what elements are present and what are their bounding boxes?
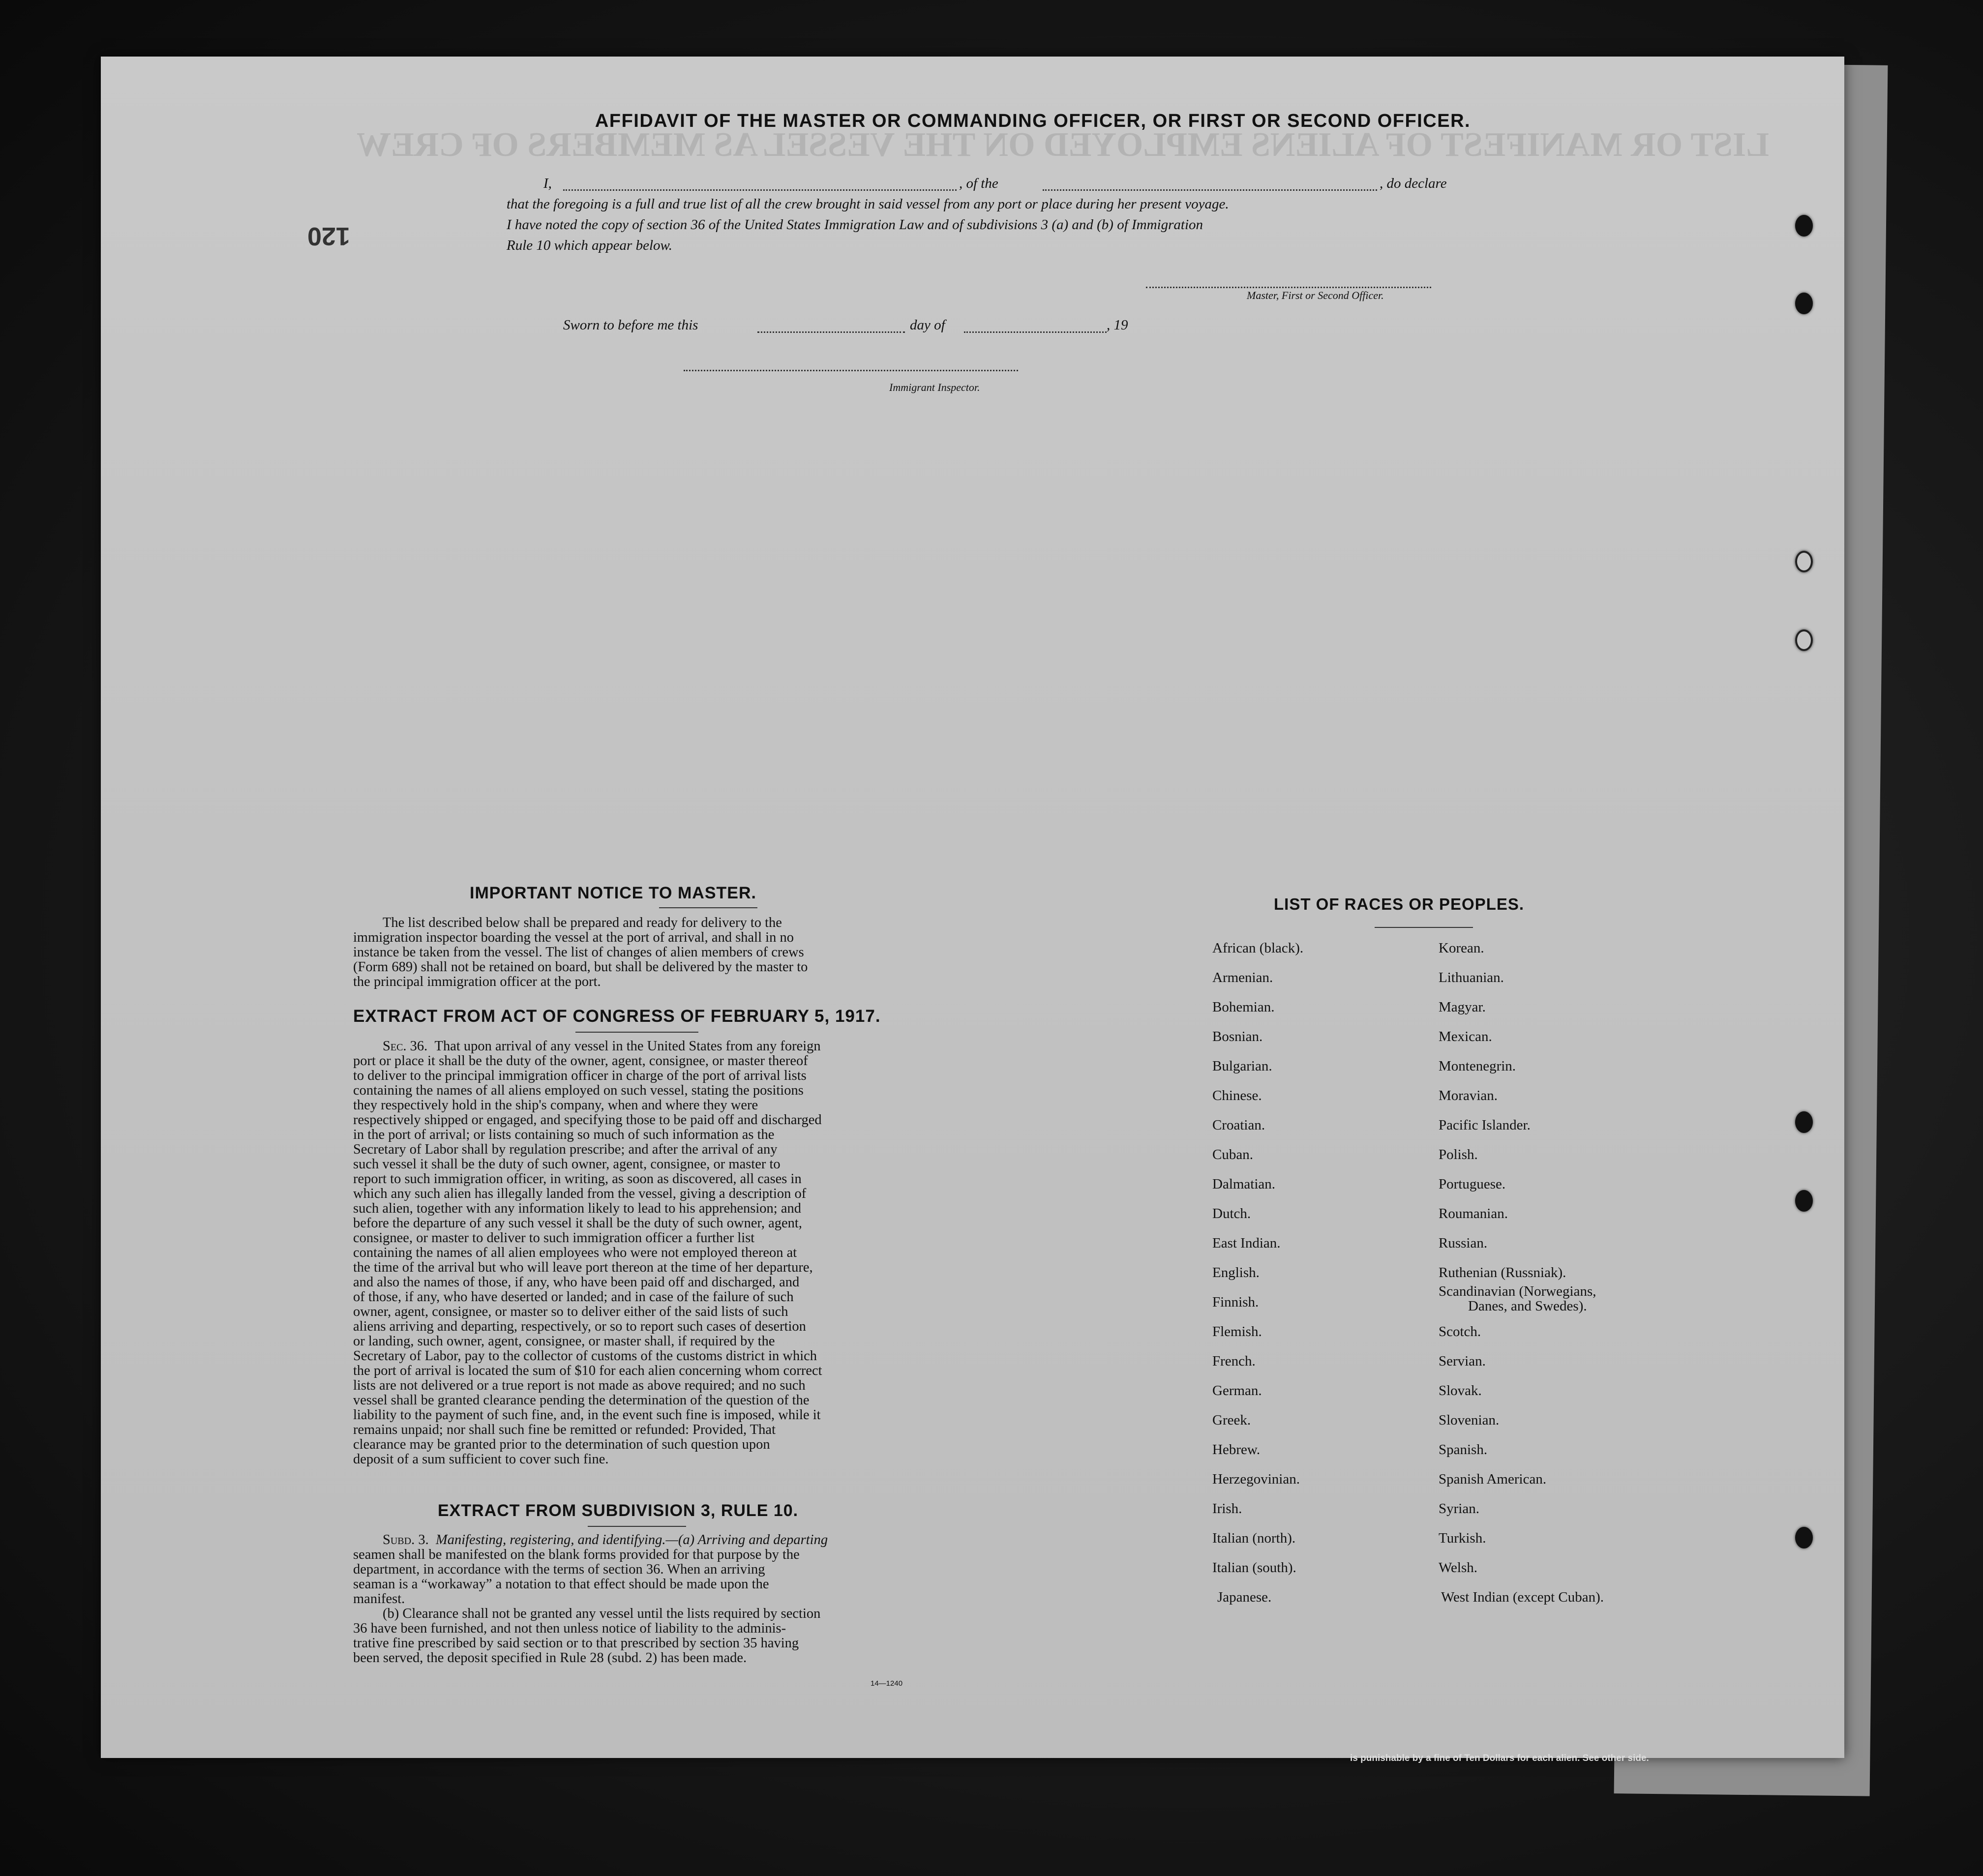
notice-divider xyxy=(659,907,757,908)
race-item: Croatian. xyxy=(1212,1117,1265,1133)
race-item: French. xyxy=(1212,1353,1256,1369)
affidavit-line1-mid: , of the xyxy=(959,176,998,191)
act-line: Sec. 36. That upon arrival of any vessel in the United States from any foreign xyxy=(383,1039,821,1054)
vessel-name-blank[interactable] xyxy=(1043,189,1377,191)
notice-line: the principal immigration officer at the port. xyxy=(353,974,601,989)
notice-text xyxy=(353,916,933,989)
rule-title: EXTRACT FROM SUBDIVISION 3, RULE 10. xyxy=(438,1501,799,1520)
act-divider xyxy=(575,1032,698,1033)
act-line: the time of the arrival but who will leave port thereon at the time of her departure, xyxy=(353,1260,813,1275)
race-item: West Indian (except Cuban). xyxy=(1441,1589,1604,1605)
act-text xyxy=(353,1039,933,1467)
rule-line: Subd. 3. Manifesting, registering, and identifying.—(a) Arriving and departing xyxy=(383,1532,828,1548)
punch-hole xyxy=(1795,1527,1813,1548)
race-item: Greek. xyxy=(1212,1412,1251,1428)
race-item: Slovak. xyxy=(1439,1383,1482,1399)
sworn-text-start: Sworn to before me this xyxy=(563,317,698,333)
notice-line: The list described below shall be prepared and ready for delivery to the xyxy=(383,915,782,930)
act-line: Secretary of Labor shall by regulation prescribe; and after the arrival of any xyxy=(353,1142,778,1157)
underlying-sheet-note: is punishable by a fine of Ten Dollars for each alien. See other side. xyxy=(1350,1753,1649,1763)
sworn-text-mid: day of xyxy=(910,317,945,333)
race-item: Slovenian. xyxy=(1439,1412,1500,1428)
act-line: lists are not delivered or a true report is not made as above required; and no such xyxy=(353,1378,806,1393)
act-line: respectively shipped or engaged, and specifying those to be paid off and discharged xyxy=(353,1112,822,1128)
race-item: Syrian. xyxy=(1439,1501,1479,1517)
act-line: such vessel it shall be the duty of such owner, agent, consignee, or master to xyxy=(353,1157,781,1172)
race-item: Welsh. xyxy=(1439,1560,1478,1576)
punch-hole xyxy=(1795,293,1813,314)
bleed-through-text: LIST OR MANIFEST OF ALIENS EMPLOYED ON THE VESSEL AS MEMBERS OF CREW xyxy=(357,126,1769,164)
inspector-label: Immigrant Inspector. xyxy=(889,381,980,393)
race-item: Irish. xyxy=(1212,1501,1242,1517)
rule-line: been served, the deposit specified in Rule 28 (subd. 2) has been made. xyxy=(353,1650,747,1666)
act-line: vessel shall be granted clearance pending the determination of the question of the xyxy=(353,1393,810,1408)
act-line: liability to the payment of such fine, and, in the event such fine is imposed, while it xyxy=(353,1407,821,1423)
race-item: Cuban. xyxy=(1212,1147,1253,1162)
affidavit-line4: Rule 10 which appear below. xyxy=(507,238,672,253)
act-line: deposit of a sum sufficient to cover such fine. xyxy=(353,1452,609,1467)
sworn-month-blank[interactable] xyxy=(964,331,1107,333)
races-divider xyxy=(1375,927,1473,928)
race-item: Polish. xyxy=(1439,1147,1478,1162)
race-item: Italian (south). xyxy=(1212,1560,1296,1576)
rule-line: seaman is a “workaway” a notation to that effect should be made upon the xyxy=(353,1577,769,1592)
act-line: in the port of arrival; or lists containing so much of such information as the xyxy=(353,1127,775,1142)
rule-line: trative fine prescribed by said section or to that prescribed by section 35 having xyxy=(353,1636,799,1651)
race-item: Korean. xyxy=(1439,940,1484,956)
rule-line: seamen shall be manifested on the blank forms provided for that purpose by the xyxy=(353,1547,800,1562)
race-item: Lithuanian. xyxy=(1439,970,1504,985)
race-item: Magyar. xyxy=(1439,999,1486,1015)
rule-line: manifest. xyxy=(353,1591,405,1607)
act-line: to deliver to the principal immigration officer in charge of the port of arrival lists xyxy=(353,1068,807,1083)
officer-signature-label: Master, First or Second Officer. xyxy=(1247,289,1384,301)
race-item: Bohemian. xyxy=(1212,999,1275,1015)
race-item: Bosnian. xyxy=(1212,1029,1263,1044)
act-line: owner, agent, consignee, or master so to deliver either of the said lists of such xyxy=(353,1304,788,1319)
race-item: Bulgarian. xyxy=(1212,1058,1272,1074)
affidavit-line1-end: , do declare xyxy=(1380,176,1447,191)
act-line: remains unpaid; nor shall such fine be remitted or refunded: Provided, That xyxy=(353,1422,776,1437)
act-line: Secretary of Labor, pay to the collector of customs of the customs district in which xyxy=(353,1348,817,1364)
race-item: African (black). xyxy=(1212,940,1304,956)
race-item: Russian. xyxy=(1439,1235,1488,1251)
section-label: Sec. 36. xyxy=(383,1039,428,1054)
race-item: Italian (north). xyxy=(1212,1530,1296,1546)
race-item: East Indian. xyxy=(1212,1235,1281,1251)
act-title: EXTRACT FROM ACT OF CONGRESS OF FEBRUARY 5, 1917. xyxy=(353,1007,881,1026)
race-item: Armenian. xyxy=(1212,970,1273,985)
race-item: Ruthenian (Russniak). xyxy=(1439,1265,1566,1280)
race-item: Dalmatian. xyxy=(1212,1176,1276,1192)
race-item: Spanish American. xyxy=(1439,1471,1547,1487)
race-item: Scotch. xyxy=(1439,1324,1481,1340)
notice-line: immigration inspector boarding the vessel at the port of arrival, and shall in no xyxy=(353,930,794,945)
punch-hole xyxy=(1795,1111,1813,1133)
act-line: containing the names of all aliens employed on such vessel, stating the positions xyxy=(353,1083,804,1098)
race-item: Turkish. xyxy=(1439,1530,1486,1546)
inspector-signature-blank[interactable] xyxy=(684,370,1018,371)
race-item: Finnish. xyxy=(1212,1294,1259,1310)
officer-signature-blank[interactable] xyxy=(1146,287,1431,288)
race-item: Dutch. xyxy=(1212,1206,1251,1221)
punch-hole xyxy=(1795,629,1813,651)
punch-hole xyxy=(1795,1190,1813,1212)
act-line: consignee, or master to deliver to such immigration officer a further list xyxy=(353,1230,755,1246)
race-item: Montenegrin. xyxy=(1439,1058,1516,1074)
race-item: Mexican. xyxy=(1439,1029,1492,1044)
race-item: Spanish. xyxy=(1439,1442,1488,1458)
race-item-continued: Danes, and Swedes). xyxy=(1468,1298,1587,1314)
stamp-number: 120 xyxy=(307,222,350,250)
race-item: Pacific Islander. xyxy=(1439,1117,1531,1133)
act-line: report to such immigration officer, in writing, as soon as discovered, all cases in xyxy=(353,1171,802,1187)
race-item: Roumanian. xyxy=(1439,1206,1508,1221)
punch-hole xyxy=(1795,551,1813,572)
races-title: LIST OF RACES OR PEOPLES. xyxy=(1274,895,1525,913)
race-item: Chinese. xyxy=(1212,1088,1262,1103)
act-line: of those, if any, who have deserted or landed; and in case of the failure of such xyxy=(353,1289,794,1305)
act-line: containing the names of all alien employees who were not employed thereon at xyxy=(353,1245,797,1260)
affidavit-line2: that the foregoing is a full and true list of all the crew brought in said vessel from any port or place during her present voyage. xyxy=(507,196,1229,212)
act-line: such alien, together with any information likely to lead to his apprehension; and xyxy=(353,1201,801,1216)
punch-hole xyxy=(1795,215,1813,237)
notice-line: (Form 689) shall not be retained on board, but shall be delivered by the master to xyxy=(353,959,808,975)
rule-line: 36 have been furnished, and not then unless notice of liability to the adminis- xyxy=(353,1621,786,1636)
act-line: clearance may be granted prior to the determination of such question upon xyxy=(353,1437,770,1452)
act-line: aliens arriving and departing, respectively, or so to report such cases of desertion xyxy=(353,1319,806,1334)
act-line: and also the names of those, if any, who have been paid off and discharged, and xyxy=(353,1275,800,1290)
notice-line: instance be taken from the vessel. The list of changes of alien members of crews xyxy=(353,945,804,960)
master-name-blank[interactable] xyxy=(563,189,957,191)
rule-divider xyxy=(588,1526,686,1527)
act-line: which any such alien has illegally landed from the vessel, giving a description of xyxy=(353,1186,807,1201)
race-item: Japanese. xyxy=(1217,1589,1272,1605)
race-item: German. xyxy=(1212,1383,1262,1399)
race-item: Herzegovinian. xyxy=(1212,1471,1300,1487)
race-item: Flemish. xyxy=(1212,1324,1262,1340)
act-line: or landing, such owner, agent, consignee, or master shall, if required by the xyxy=(353,1334,775,1349)
race-item: Scandinavian (Norwegians, xyxy=(1439,1283,1596,1299)
rule-line: (b) Clearance shall not be granted any vessel until the lists required by section xyxy=(383,1606,821,1621)
notice-title: IMPORTANT NOTICE TO MASTER. xyxy=(470,884,756,902)
race-item: Hebrew. xyxy=(1212,1442,1261,1458)
act-line: the port of arrival is located the sum of $10 for each alien concerning whom correct xyxy=(353,1363,822,1378)
rule-text xyxy=(353,1533,933,1666)
sworn-day-blank[interactable] xyxy=(757,331,905,333)
act-line: they respectively hold in the ship's company, when and where they were xyxy=(353,1098,758,1113)
act-line: port or place it shall be the duty of the owner, agent, consignee, or master thereof xyxy=(353,1053,808,1069)
act-line: before the departure of any such vessel it shall be the duty of such owner, agent, xyxy=(353,1216,802,1231)
manifest-page xyxy=(101,57,1844,1758)
form-code: 14—1240 xyxy=(871,1679,903,1688)
sworn-year-prefix: , 19 xyxy=(1107,317,1128,333)
race-item: Servian. xyxy=(1439,1353,1486,1369)
race-item: Portuguese. xyxy=(1439,1176,1506,1192)
subdivision-label: Subd. 3. xyxy=(383,1532,429,1548)
affidavit-line1-start: I, xyxy=(543,176,552,191)
race-item: Moravian. xyxy=(1439,1088,1498,1103)
rule-line: department, in accordance with the terms of section 36. When an arriving xyxy=(353,1562,765,1577)
affidavit-line3: I have noted the copy of section 36 of the United States Immigration Law and of subdivisions 3 (a) and (b) of Immigration xyxy=(507,217,1203,233)
affidavit-title: AFFIDAVIT OF THE MASTER OR COMMANDING OFFICER, OR FIRST OR SECOND OFFICER. xyxy=(595,111,1471,131)
race-item: English. xyxy=(1212,1265,1260,1280)
